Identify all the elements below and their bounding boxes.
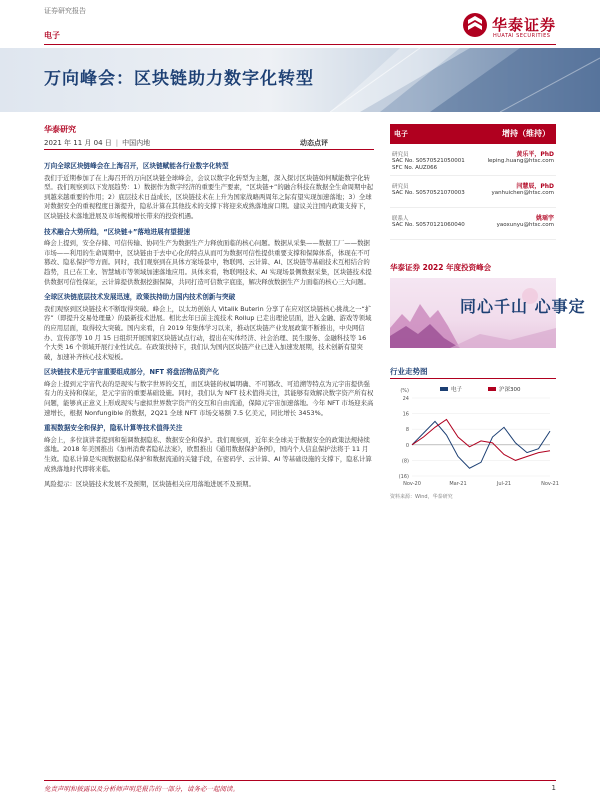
analyst-card	[390, 176, 556, 208]
analyst-name: 闫慧辰，PhD	[516, 183, 554, 190]
logo-mark-icon	[462, 12, 488, 38]
research-org: 华泰研究	[44, 125, 76, 134]
legend-label: 沪深300	[499, 387, 521, 393]
analyst-email[interactable]: yanhuichen@htsc.com	[491, 190, 554, 196]
trend-chart-title: 行业走势图	[390, 367, 428, 376]
logo-en-text: HUATAI SECURITIES	[493, 33, 551, 39]
analyst-sac: SAC No. S0570521050001	[392, 158, 465, 164]
legend-swatch	[440, 387, 448, 391]
sidebar	[390, 124, 556, 240]
rating-bar	[390, 124, 556, 144]
analyst-sac: SAC No. S0570521070003	[392, 190, 465, 196]
legend-label: 电子	[451, 387, 463, 393]
report-date: 2021 年 11 月 04 日	[44, 139, 112, 147]
report-region: 中国内地	[122, 139, 151, 147]
x-tick-label: Jul-21	[496, 481, 512, 487]
conference-title: 华泰证券 2022 年度投资峰会	[390, 263, 492, 272]
logo-cn-text: 华泰证券	[492, 16, 557, 34]
x-tick-label: Nov-20	[403, 481, 421, 487]
trend-divider	[390, 378, 556, 379]
y-tick-label: 8	[405, 427, 409, 434]
meta-divider	[44, 149, 374, 150]
report-category-label: 证券研究报告	[44, 7, 86, 15]
footer-divider	[44, 780, 556, 781]
y-axis-label: (%)	[400, 388, 409, 394]
title-banner	[0, 48, 600, 112]
page-number: 1	[551, 784, 556, 792]
conference-banner-image[interactable]	[390, 278, 586, 348]
footer-disclaimer: 免责声明和披露以及分析师声明是报告的一部分，请务必一起阅读。	[44, 785, 239, 793]
paragraph-text: 峰会上，多位演讲者提到和强调数据隐私、数据安全和保护。我们观察到，近年来全球关于数据安全的政策法规持续落地。2018 年美国推出《加州消费者隐私法案》，欧盟推出《通用数据保护条例》，国内个人信息保护法将于 11 月生效。隐私计算是实现数据隐私保护和数据流通的关键手段，在密码学、云计算、AI 等基础设施的支撑下，隐私计算成熟落地时代即将来临。	[44, 435, 372, 473]
y-tick-label: 24	[402, 396, 409, 402]
meta-line	[44, 138, 150, 148]
paragraph	[44, 162, 374, 222]
y-tick-label: 0	[405, 442, 409, 449]
series-line	[412, 420, 550, 461]
report-body	[44, 162, 374, 490]
risk-warning: 风险提示：区块链技术发展不及预期，区块链相关应用落地进展不及预期。	[44, 480, 255, 489]
paragraph-text: 我们观察到区块链技术不断取得突破。峰会上，以太坊创始人 Vitalik Buterin 分享了在应对区块链核心挑战之一“扩容”（即提升交易处理量）的最新技术进展。相比去年日前主流技术 Rollup 已走出理论层面，进入金融、游戏等领域的应用层面，取得较大突破。国内来看，自 2019 年集体学习以来，推动区块链产业发展政策不断推出，中央网信办、宣传部等 10 月 15 日组织开展国家区块链试点行动，提出在实体经济、社会治理、民生服务、金融科技等 16 个大类 16 个领域开展行业性试点。在政策扶持下，我们认为国内区块链产业已进入加速发展期，技术创新有望突破，加速补齐核心技术短板。	[44, 304, 372, 361]
paragraph-heading: 技术融合大势所趋，“区块链+”落地进展有望提速	[44, 227, 191, 236]
analyst-email[interactable]: leping.huang@htsc.com	[487, 158, 554, 164]
paragraph	[44, 228, 374, 288]
analyst-email[interactable]: yaoxunyu@htsc.com	[496, 222, 554, 228]
industry-label: 电子	[44, 31, 60, 40]
analyst-role: 研究员	[392, 184, 409, 190]
y-tick-label: (16)	[398, 474, 409, 480]
report-type: 动态点评	[300, 139, 328, 147]
chart-source: 资料来源：Wind，华泰研究	[390, 494, 453, 500]
top-divider	[44, 44, 556, 45]
analyst-name: 姚瑶宇	[535, 215, 554, 222]
trend-chart	[390, 384, 559, 490]
rating-value: 增持（维持）	[502, 129, 550, 138]
paragraph-heading: 全球区块链底层技术发展迅速，政策扶持助力国内技术创新与突破	[44, 293, 236, 302]
paragraph	[44, 293, 374, 362]
paragraph-text: 峰会上提到元宇宙代表的是现实与数字世界的交互，而区块链的权属明确、不可篡改、可追溯等特点为元宇宙提供强有力的支持和保证，是元宇宙的重要基础设施。同时，我们认为 NFT 技术值得关注，其能够有效解决数字资产所有权问题，能够真正意义上形成现实与虚拟世界数字资产的交互和自由流通，保障元宇宙加速落地。今年 NFT 市场迎来高速增长，根据 Nonfungible 的数据，2Q21 全球 NFT 市场交易额 7.5 亿美元，同比增长 3453%。	[44, 379, 374, 417]
paragraph	[44, 368, 374, 418]
paragraph-heading: 区块链技术是元宇宙重要组成部分，NFT 将盘活物品资产化	[44, 368, 220, 377]
conference-art-text: 同心千山 心事定	[460, 297, 586, 316]
paragraph	[44, 424, 374, 474]
paragraph-text: 我们于近期参加了在上海召开的万向区块链全球峰会，会议以数字化转型为主题，深入探讨区块链如何赋能数字化转型。我们观察到以下发展趋势：1）数据作为数字经济的重要生产要素，“区块链+”的融合科技在数据全生命周期中起到越来越重要的作用；2）底层技术日益成长，区块链技术在上升为国家战略两周年之际有望实现加速落地；3）全球对数据安全的重视程度日渐提升，隐私计算在其他技术的支撑下将迎来成熟落地窗口期。建议关注国内政策支持下，区块链技术落地进展及市场规模增长带来的投资机遇。	[44, 173, 374, 220]
legend-swatch	[488, 387, 496, 391]
x-tick-label: Mar-21	[449, 481, 467, 487]
analyst-sac: SAC No. S0570121060040	[392, 222, 465, 228]
y-tick-label: 16	[402, 411, 409, 418]
analyst-role: 联系人	[392, 216, 409, 222]
meta-separator: |	[115, 139, 119, 147]
analyst-card	[390, 208, 556, 240]
analyst-role: 研究员	[392, 152, 409, 158]
trend-chart-svg	[390, 384, 559, 490]
y-tick-label: (8)	[401, 458, 409, 465]
analyst-sfc: SFC No. AUZ066	[392, 165, 438, 171]
paragraph-heading: 万向全球区块链峰会在上海召开，区块链赋能各行业数字化转型	[44, 162, 229, 170]
rating-industry: 电子	[394, 130, 408, 138]
analyst-card	[390, 144, 556, 176]
report-title: 万向峰会：区块链助力数字化转型	[44, 69, 314, 89]
analyst-name: 黄乐平，PhD	[516, 151, 554, 158]
company-logo	[462, 12, 572, 42]
paragraph-text: 峰会上提到，安全存储、可信传输、协同生产为数据生产力释放面临的核心问题。数据从采集——数据工厂——数据市场——利用的生命周期中，区块链由于去中心化的特点从而可为数据可信性提供重要支撑和保障体系，体现在不可篡改、隐私保护等方面。同时，我们观察到在具体方案场景中，物联网、云计算、AI、区块链等基础技术互相结合的趋势，且已在工业、智慧城市等领域加速落地应用。具体来看，物联网技术、AI 实现场景侧数据采集，区块链技术提供数据可信性保证，云计算提供数据挖掘保障，共同打造可信数字底座，解决释放数据生产力面临的核心三大问题。	[44, 239, 372, 286]
x-tick-label: Nov-21	[541, 481, 559, 487]
paragraph-heading: 重视数据安全和保护，隐私计算等技术值得关注	[44, 424, 183, 433]
